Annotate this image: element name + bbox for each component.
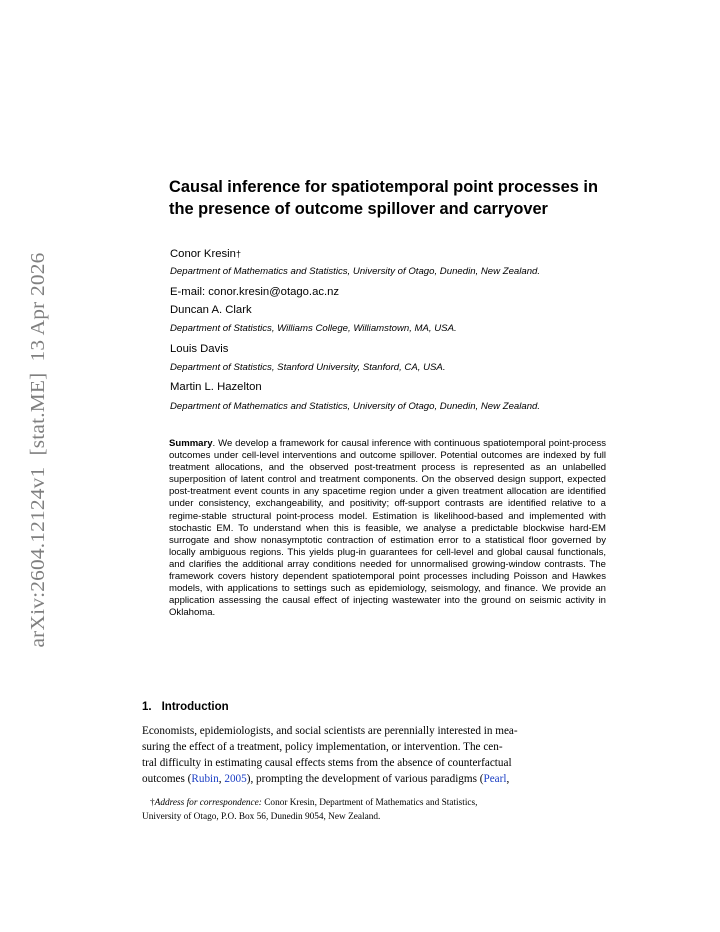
summary-label: Summary: [169, 438, 213, 449]
paper-title: [169, 176, 639, 220]
citation-link-pearl[interactable]: Pearl: [483, 773, 507, 785]
intro-line: [142, 773, 606, 785]
intro-line: tral difficulty in estimating causal effects stems from the absence of counterfactual: [142, 757, 512, 769]
footnote-mark: †: [150, 798, 155, 808]
author-affiliation: Department of Statistics, Stanford University, Stanford, CA, USA.: [170, 362, 446, 373]
author-name: [170, 248, 241, 260]
author-affiliation: Department of Mathematics and Statistics, University of Otago, Dunedin, New Zealand.: [170, 266, 541, 277]
author-name-text: Conor Kresin: [170, 248, 236, 260]
title-line-2: the presence of outcome spillover and carryover: [169, 200, 548, 218]
section-number: 1.: [142, 701, 152, 713]
author-name: Duncan A. Clark: [170, 304, 252, 316]
section-heading: [142, 701, 229, 713]
section-title: Introduction: [161, 701, 229, 713]
citation-link-rubin[interactable]: Rubin: [191, 773, 219, 785]
intro-text: ,: [218, 773, 225, 785]
citation-link-rubin-year[interactable]: 2005: [224, 773, 247, 785]
author-affiliation: Department of Statistics, Williams College, Williamstown, MA, USA.: [170, 323, 457, 334]
abstract-summary: [169, 438, 606, 619]
intro-text: ), prompting the development of various paradigms (: [246, 773, 484, 785]
dagger-mark: †: [235, 249, 241, 259]
author-email[interactable]: E-mail: conor.kresin@otago.ac.nz: [170, 286, 340, 298]
arxiv-stamp-text: arXiv:2604.12124v1 [stat.ME] 13 Apr 2026: [27, 267, 49, 648]
footnote-line-2: University of Otago, P.O. Box 56, Dunedin 9054, New Zealand.: [142, 812, 381, 822]
author-name: Louis Davis: [170, 343, 229, 355]
author-name: Martin L. Hazelton: [170, 381, 262, 393]
intro-text: ,: [506, 773, 510, 785]
footnote-label: Address for correspondence:: [154, 798, 262, 808]
footnote-line-1: [142, 796, 606, 810]
footnote-text: Conor Kresin, Department of Mathematics and Statistics,: [261, 798, 478, 808]
summary-text: . We develop a framework for causal inference with continuous spatiotemporal point-process outcomes under cell-level interventions and outcome spillover. Potential outcomes are indexed by full treatment allocations, and the observed post-treatment process is represented as an unlabelled superposition of latent control and treatment components. On the observed design support, expected post-treatment event counts in any spacetime region under a given treatment allocation are identified under consistency, exchangeability, and positivity; off-support contrasts are identified relative to a regime-stable structural point-process model. Estimation is likelihood-based and implemented with stochastic EM. To understand when this is feasible, we analyse a predictable blockwise hard-EM surrogate and show nonasymptotic contraction of estimation error to a statistical floor governed by locally ambiguous regions. This yields plug-in guarantees for cell-level and global causal functionals, and clarifies the additional array conditions needed for unnormalised growing-window contrasts. The framework covers history dependent spatiotemporal point processes including Poisson and Hawkes models, with applications to settings such as epidemiology, seismology, and finance. We provide an application assessing the causal effect of injecting wastewater into the ground on seismic activity in Oklahoma.: [169, 438, 606, 619]
intro-line: suring the effect of a treatment, policy implementation, or intervention. The cen-: [142, 741, 503, 753]
arxiv-identifier-stamp: [24, 250, 52, 650]
title-line-1: Causal inference for spatiotemporal point processes in: [169, 178, 598, 196]
intro-line: Economists, epidemiologists, and social scientists are perennially interested in mea-: [142, 725, 518, 737]
intro-text: outcomes (: [142, 773, 192, 785]
author-affiliation: Department of Mathematics and Statistics, University of Otago, Dunedin, New Zealand.: [170, 401, 541, 412]
correspondence-footnote: [142, 796, 606, 824]
